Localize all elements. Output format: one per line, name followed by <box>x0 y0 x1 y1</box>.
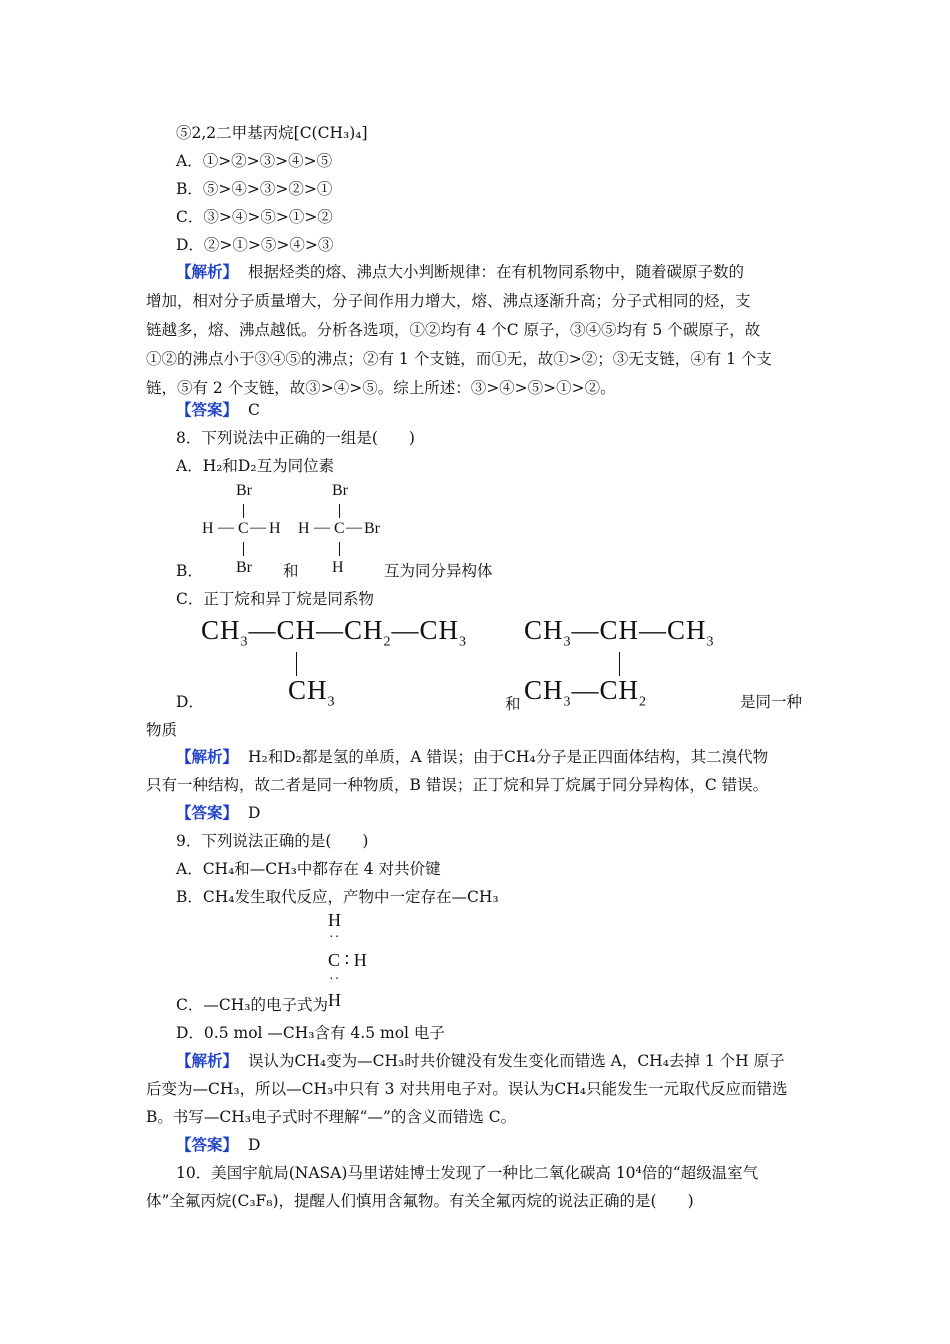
q9-analysis-line-2: 后变为—CH₃，所以—CH₃中只有 3 对共用电子对。误认为CH₄只能发生一元取代反应而错选 <box>146 1080 788 1098</box>
q9-choice-a: A．CH₄和—CH₃中都存在 4 对共价键 <box>176 860 441 878</box>
second-structure-main-chain: $CH_3—CH—CH_3$ <box>524 615 715 650</box>
answer-tag: 【答案】 <box>176 1135 239 1154</box>
q7-analysis-line-1: 【解析】 根据烃类的熔、沸点大小判断规律：在有机物同系物中，随着碳原子数的 <box>176 262 745 281</box>
isopentane-main-chain: $CH_3—CH—CH_2—CH_3$ <box>201 615 468 650</box>
q8-choice-b-label: B． <box>176 562 203 580</box>
analysis-tag: 【解析】 <box>176 262 239 281</box>
q8-answer: 【答案】 D <box>176 803 261 822</box>
q7-analysis-line-5: 链，⑤有 2 个支链，故③>④>⑤。综上所述：③>④>⑤>①>②。 <box>146 379 616 397</box>
q8-choice-d-and: 和 <box>505 695 521 713</box>
q9-choice-b: B．CH₄发生取代反应，产物中一定存在—CH₃ <box>176 888 499 906</box>
second-structure-branch: $CH_3—CH_2$ <box>524 675 648 710</box>
analysis-tag: 【解析】 <box>176 747 239 766</box>
isopentane-branch: $CH_3$ <box>288 675 336 710</box>
branch-bond-2 <box>619 652 620 676</box>
q8-stem: 8．下列说法中正确的一组是( ) <box>176 429 415 447</box>
q7-answer: 【答案】 C <box>176 400 260 419</box>
q9-analysis-line-3: B。书写—CH₃电子式时不理解“—”的含义而错选 C。 <box>146 1108 517 1126</box>
methyl-electron-formula: H ·· C ∶ H ·· H <box>328 910 367 1010</box>
q7-choice-b: B．⑤>④>③>②>① <box>176 180 333 198</box>
structure-1-bottom: Br <box>236 559 252 576</box>
q8-choice-c: C．正丁烷和异丁烷是同系物 <box>176 590 374 608</box>
q8-analysis-line-2: 只有一种结构，故二者是同一种物质，B 错误；正丁烷和异丁烷属于同分异构体，C 错误。 <box>146 776 769 794</box>
q7-choice-c: C．③>④>⑤>①>② <box>176 208 333 226</box>
q8-choice-b-tail: 互为同分异构体 <box>384 562 493 580</box>
q10-stem-line-2: 体”全氟丙烷(C₃F₈)，提醒人们慎用含氟物。有关全氟丙烷的说法正确的是( ) <box>146 1192 694 1210</box>
q10-stem-line-1: 10．美国宇航局(NASA)马里诺娃博士发现了一种比二氧化碳高 10⁴倍的“超级温室气 <box>176 1164 759 1182</box>
dibromomethane-structure-1: Br H — C — H <box>200 482 295 577</box>
analysis-tag: 【解析】 <box>176 1051 239 1070</box>
q7-analysis-line-2: 增加，相对分子质量增大，分子间作用力增大，熔、沸点逐渐升高；分子式相同的烃，支 <box>146 292 751 310</box>
q8-choice-d-tail-2: 物质 <box>146 721 178 739</box>
q8-choice-d-tail: 是同一种 <box>740 693 803 711</box>
q9-stem: 9．下列说法正确的是( ) <box>176 832 369 850</box>
q7-choice-a: A．①>②>③>④>⑤ <box>176 152 333 170</box>
q9-choice-d: D．0.5 mol —CH₃含有 4.5 mol 电子 <box>176 1024 445 1042</box>
q9-answer: 【答案】 D <box>176 1135 261 1154</box>
answer-tag: 【答案】 <box>176 803 239 822</box>
q8-analysis-line-1: 【解析】 H₂和D₂都是氢的单质，A 错误；由于CH₄分子是正四面体结构，其二溴代物 <box>176 747 769 766</box>
q7-analysis-line-3: 链越多，熔、沸点越低。分析各选项，①②均有 4 个C 原子，③④⑤均有 5 个碳原子，故 <box>146 321 761 339</box>
q7-analysis-line-4: ①②的沸点小于③④⑤的沸点；②有 1 个支链，而①无，故①>②；③无支链，④有 1 个支 <box>146 350 772 368</box>
q9-choice-c: C．—CH₃的电子式为 <box>176 996 328 1014</box>
q8-choice-a: A．H₂和D₂互为同位素 <box>176 457 335 475</box>
q8-choice-d-label: D． <box>176 693 204 711</box>
q7-choice-d: D．②>①>⑤>④>③ <box>176 236 334 254</box>
q8-choice-b-and: 和 <box>283 562 299 580</box>
q9-analysis-line-1: 【解析】 误认为CH₄变为—CH₃时共价键没有发生变化而错选 A，CH₄去掉 1 个H 原子 <box>176 1051 785 1070</box>
branch-bond-1 <box>296 652 297 676</box>
dibromomethane-structure-2: Br H — C — Br <box>296 482 391 577</box>
q7-option-5: ⑤2,2二甲基丙烷[C(CH₃)₄] <box>176 124 368 142</box>
answer-tag: 【答案】 <box>176 400 239 419</box>
structure-2-bottom: H <box>332 559 344 576</box>
